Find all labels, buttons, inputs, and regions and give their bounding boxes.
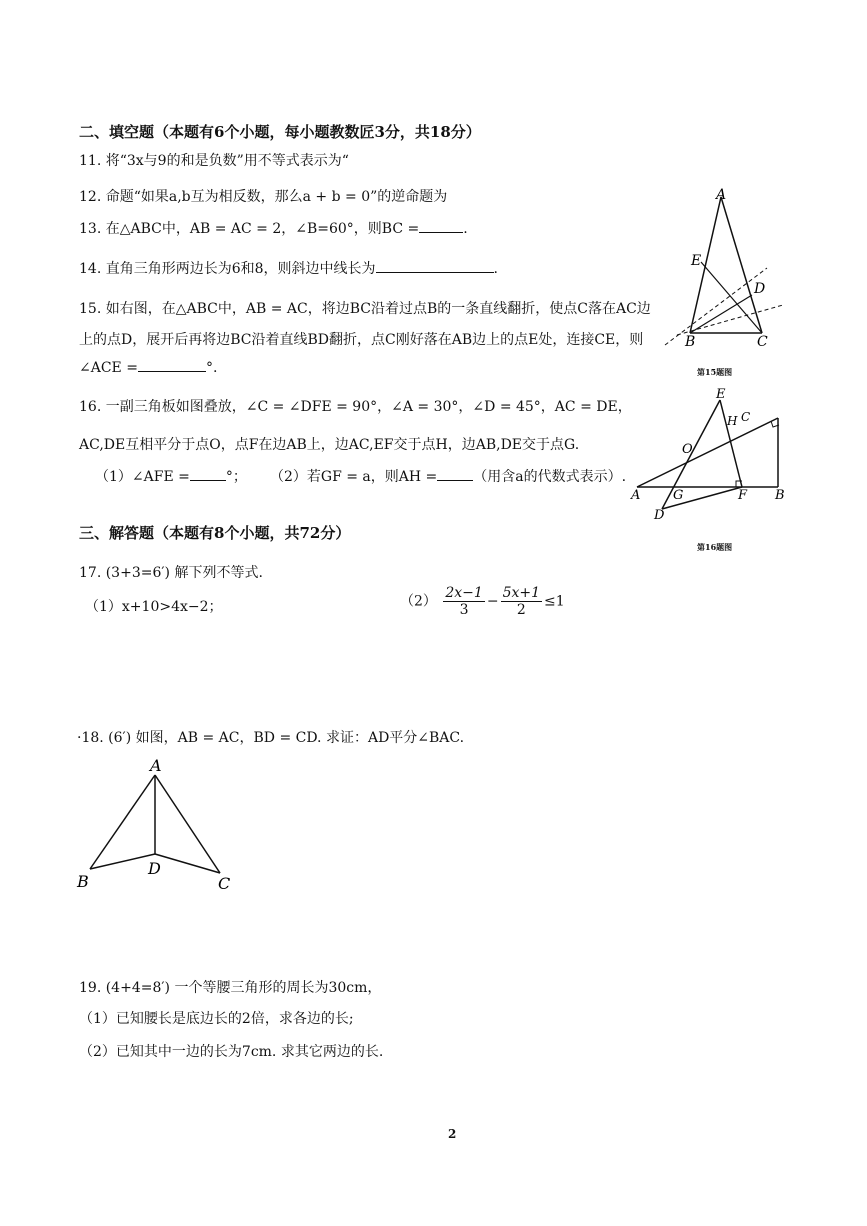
question-16-part2-end: （用含a的代数式表示）. (473, 469, 627, 485)
label-O: O (682, 442, 693, 457)
question-15-line3 (79, 359, 217, 376)
question-16-part1-end: °； (225, 469, 247, 485)
label-C: C (741, 410, 751, 424)
section3-header: 三、解答题（本题有8个小题，共72分） (79, 524, 351, 542)
answer-blank (138, 359, 206, 372)
question-16-part2 (270, 466, 626, 486)
figure-15-diagram (655, 185, 785, 350)
label-D: D (654, 508, 665, 523)
label-F: F (738, 488, 748, 503)
question-11: 11. 将“3x与9的和是负数”用不等式表示为“ (79, 153, 349, 169)
question-16-part1 (95, 466, 247, 486)
label-A: A (150, 756, 162, 775)
label-B: B (685, 334, 696, 350)
question-16-line1: 16. 一副三角板如图叠放，∠C = ∠DFE = 90°，∠A = 30°，∠D = 45°，AC = DE， (79, 399, 632, 415)
question-15-line1: 15. 如右图，在△ABC中，AB = AC，将边BC沿着过点B的一条直线翻折，使点C落在AC边 (79, 301, 651, 317)
question-14-text: 14. 直角三角形两边长为6和8，则斜边中线长为 (79, 261, 376, 277)
figure-16-caption: 第16题图 (697, 542, 733, 552)
question-13 (79, 218, 468, 238)
question-17-part2 (400, 585, 565, 618)
answer-blank (437, 468, 473, 481)
fraction-2-denominator: 2 (516, 602, 526, 618)
question-19: 19. (4+4=8′) 一个等腰三角形的周长为30cm， (79, 980, 382, 996)
fraction-1 (443, 585, 484, 618)
label-G: G (673, 488, 684, 503)
fraction-1-numerator: 2x−1 (445, 585, 483, 601)
figure-16-diagram (625, 385, 790, 525)
question-15-angle: ∠ACE = (79, 360, 138, 376)
label-B: B (77, 872, 89, 891)
question-17: 17. (3+3=6′) 解下列不等式. (79, 565, 263, 581)
question-18: ·18. (6′) 如图，AB = AC，BD = CD. 求证：AD平分∠BAC. (77, 730, 465, 746)
page-number: 2 (448, 1127, 457, 1141)
answer-blank (419, 220, 463, 233)
label-E: E (691, 253, 702, 269)
question-12: 12. 命题“如果a,b互为相反数，那么a + b = 0”的逆命题为 (79, 189, 448, 205)
label-B: B (775, 488, 785, 503)
question-19-part2: （2）已知其中一边的长为7cm. 求其它两边的长. (79, 1044, 384, 1060)
label-E: E (716, 387, 726, 402)
label-H: H (727, 414, 738, 428)
label-D: D (148, 859, 161, 878)
question-13-end: . (463, 221, 468, 237)
fraction-2 (501, 585, 542, 618)
answer-blank (376, 260, 494, 273)
label-A: A (631, 488, 641, 503)
question-16-part1-text: （1）∠AFE = (95, 469, 190, 485)
question-16-part2-text: （2）若GF = a，则AH = (270, 469, 438, 485)
fraction-2-numerator: 5x+1 (502, 585, 541, 601)
figure-15-caption: 第15题图 (697, 367, 733, 377)
question-15-line2: 上的点D，展开后再将边BC沿着直线BD翻折，点C刚好落在AB边上的点E处，连接CE，则 (79, 332, 644, 348)
label-D: D (754, 281, 766, 297)
question-15-end: °. (205, 360, 218, 376)
section2-header: 二、填空题（本题有6个小题，每小题教数匠3分，共18分） (79, 123, 481, 141)
label-A: A (716, 187, 727, 203)
inequality-suffix: ≤1 (544, 593, 565, 610)
label-C: C (218, 874, 231, 893)
question-14-end: . (493, 261, 498, 277)
fraction-1-denominator: 3 (459, 602, 469, 618)
question-19-part1: （1）已知腰长是底边长的2倍，求各边的长; (79, 1011, 354, 1027)
question-17-part1: （1）x+10>4x−2； (85, 599, 223, 615)
figure-18-diagram (70, 755, 245, 895)
minus-sign: − (486, 593, 499, 610)
question-16-line2: AC,DE互相平分于点O，点F在边AB上，边AC,EF交于点H，边AB,DE交于点G. (79, 437, 580, 453)
answer-blank (190, 468, 226, 481)
label-C: C (757, 334, 768, 350)
question-14 (79, 258, 498, 278)
question-17-part2-prefix: （2） (400, 593, 437, 610)
question-13-text: 13. 在△ABC中，AB = AC = 2，∠B=60°，则BC = (79, 221, 420, 237)
